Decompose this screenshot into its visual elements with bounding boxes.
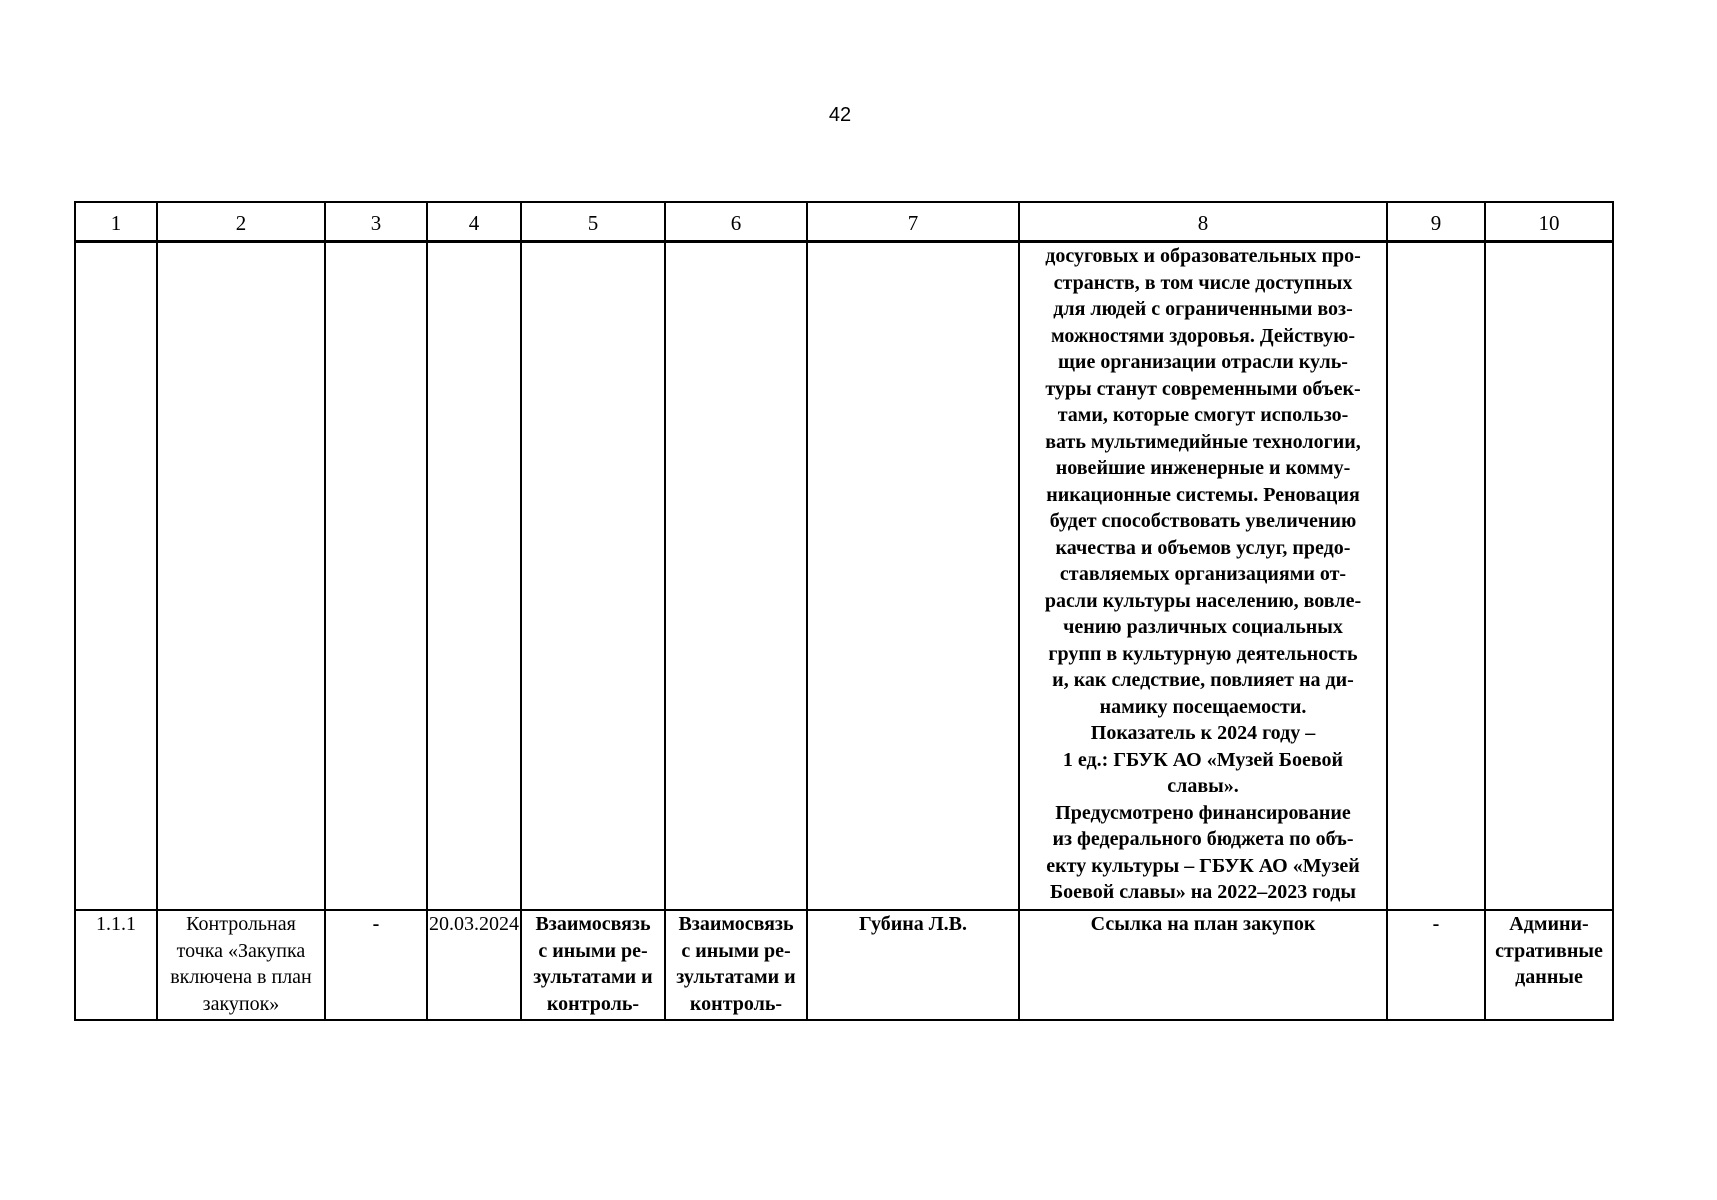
column-header-1: 1 (75, 202, 157, 242)
cell-relation: Взаимосвязь с иными ре- зультатами и контроль- (521, 910, 665, 1020)
column-header-2: 2 (157, 202, 325, 242)
cell-empty (1485, 242, 1613, 911)
header-row (75, 202, 1613, 242)
cell-empty (157, 242, 325, 911)
page-number: 42 (828, 104, 852, 126)
cell-date: 20.03.2024 (427, 910, 521, 1020)
column-header-3: 3 (325, 202, 427, 242)
cell-col9: - (1387, 910, 1485, 1020)
cell-empty (807, 242, 1019, 911)
cell-description: Ссылка на план закупок (1019, 910, 1387, 1020)
column-header-4: 4 (427, 202, 521, 242)
cell-number: 1.1.1 (75, 910, 157, 1020)
cell-empty (521, 242, 665, 911)
column-header-9: 9 (1387, 202, 1485, 242)
cell-relation-2: Взаимосвязь с иными ре- зультатами и контроль- (665, 910, 807, 1020)
column-header-8: 8 (1019, 202, 1387, 242)
cell-col3: - (325, 910, 427, 1020)
column-header-6: 6 (665, 202, 807, 242)
cell-empty (427, 242, 521, 911)
table-row (75, 242, 1613, 911)
cell-responsible: Губина Л.В. (807, 910, 1019, 1020)
column-header-10: 10 (1485, 202, 1613, 242)
cell-empty (325, 242, 427, 911)
column-header-5: 5 (521, 202, 665, 242)
cell-empty (1387, 242, 1485, 911)
cell-empty (75, 242, 157, 911)
table-row (75, 910, 1613, 1020)
column-header-7: 7 (807, 202, 1019, 242)
activity-table (74, 201, 1614, 1021)
cell-name: Контрольная точка «Закупка включена в план закупок» (157, 910, 325, 1020)
cell-empty (665, 242, 807, 911)
cell-description: досуговых и образовательных про- странств, в том числе доступных для людей с ограниченными воз- можностями здоровья. Действую- щие организации отрасли куль- туры станут современными объек- тами, которые смогут использо- вать мультимедийные технологии, новейшие инженерные и комму- никационные системы. Реновация будет способствовать увеличению качества и объемов услуг, предо- ставляемых организациями от- расли культуры населению, вовле- чению различных социальных групп в культурную деятельность и, как следствие, повлияет на ди- намику посещаемости. Показатель к 2024 году – 1 ед.: ГБУК АО «Музей Боевой славы». Предусмотрено финансирование из федерального бюджета по объ- екту культуры – ГБУК АО «Музей Боевой славы» на 2022–2023 годы (1019, 242, 1387, 911)
cell-data-source: Админи- стративные данные (1485, 910, 1613, 1020)
